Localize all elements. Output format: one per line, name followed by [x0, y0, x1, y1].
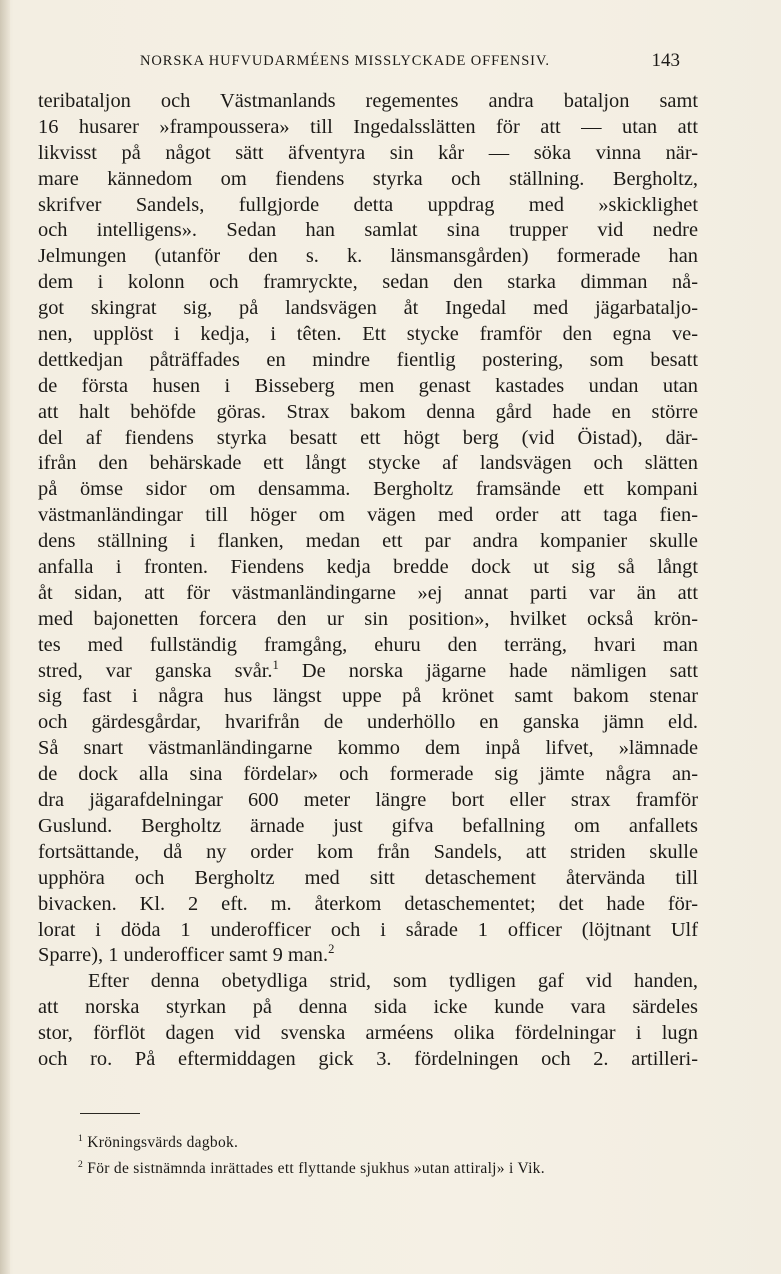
- text-line: fortsättande, då ny order kom från Sandels, att striden skulle: [38, 840, 698, 863]
- text-line: med bajonetten forcera den ur sin position», hvilket också krön-: [38, 607, 698, 630]
- text-line-with-footnote-ref: [38, 659, 698, 685]
- text-line: på ömse sidor om densamma. Bergholtz framsände ett kompani: [38, 478, 698, 501]
- text-line: åt sidan, att för västmanländingarne »ej annat parti var än att: [38, 581, 698, 604]
- text-line: ifrån den behärskade ett långt stycke af landsvägen och slätten: [38, 452, 698, 475]
- running-head: [140, 50, 680, 72]
- body-text: [38, 89, 698, 1073]
- text-line: lorat i döda 1 underofficer och i sårade 1 officer (löjtnant Ulf: [38, 918, 698, 941]
- footnote-2: [78, 1156, 698, 1182]
- text-fragment: Sparre), 1 underofficer samt 9 man.: [38, 944, 329, 967]
- text-line: dettkedjan påträffades en mindre fientlig postering, som besatt: [38, 348, 698, 371]
- text-line: teribataljon och Västmanlands regementes andra bataljon samt: [38, 90, 698, 112]
- footnote-text: För de sistnämnda inrättades ett flyttande sjukhus »utan attiralj» i Vik.: [83, 1160, 545, 1177]
- text-fragment: De norska jägarne hade nämligen satt: [278, 659, 698, 682]
- text-line: dens ställning i flanken, medan ett par andra kompanier skulle: [38, 530, 698, 553]
- text-line: got skingrat sig, på landsvägen åt Ingedal med jägarbataljo-: [38, 297, 698, 320]
- text-fragment: stred, var ganska svår.: [38, 659, 273, 682]
- footnote-1: [78, 1130, 698, 1156]
- footnote-ref-2: 2: [328, 942, 335, 957]
- text-line: Guslund. Bergholtz ärnade just gifva befallning om anfallets: [38, 814, 698, 837]
- text-line: nen, upplöst i kedja, i têten. Ett stycke framför den egna ve-: [38, 323, 698, 346]
- text-line: upphöra och Bergholtz med sitt detaschement återvända till: [38, 866, 698, 889]
- text-line: dra jägarafdelningar 600 meter längre bort eller strax framför: [38, 789, 698, 812]
- text-line: västmanländingar till höger om vägen med order att taga fien-: [38, 504, 698, 527]
- text-line: och ro. På eftermiddagen gick 3. fördelningen och 2. artilleri-: [38, 1047, 698, 1070]
- page-number: 143: [651, 50, 680, 71]
- text-line: skrifver Sandels, fullgjorde detta uppdrag med »skicklighet: [38, 193, 698, 216]
- text-line: Jelmungen (utanför den s. k. länsmansgården) formerade han: [38, 245, 698, 268]
- text-line: 16 husarer »frampoussera» till Ingedalsslätten för att — utan att: [38, 115, 698, 138]
- text-line: de första husen i Bisseberg men genast kastades undan utan: [38, 374, 698, 397]
- text-line: och gärdesgårdar, hvarifrån de underhöllo en ganska jämn eld.: [38, 711, 698, 734]
- text-line: att halt behöfde göras. Strax bakom denna gård hade en större: [38, 400, 698, 423]
- text-line: likvisst på något sätt äfventyra sin kår — söka vinna när-: [38, 141, 698, 164]
- text-line: de dock alla sina fördelar» och formerade sig jämte några an-: [38, 763, 698, 786]
- text-line: tes med fullständig framgång, ehuru den terräng, hvari man: [38, 633, 698, 656]
- footnote-ref-1: 1: [272, 657, 279, 672]
- footnote-divider: [80, 1113, 140, 1114]
- text-line: stor, förflöt dagen vid svenska arméens olika fördelningar i lugn: [38, 1022, 698, 1045]
- footnote-mark: 1: [78, 1132, 84, 1144]
- text-line: dem i kolonn och framryckte, sedan den starka dimman nå-: [38, 271, 698, 294]
- text-line: del af fiendens styrka besatt ett högt berg (vid Öistad), där-: [38, 426, 698, 449]
- paragraph-start-line: Efter denna obetydliga strid, som tydligen gaf vid handen,: [88, 970, 698, 993]
- footnotes: [78, 1130, 698, 1182]
- text-line: Så snart västmanländingarne kommo dem inpå lifvet, »lämnade: [38, 737, 698, 760]
- text-line: och intelligens». Sedan han samlat sina trupper vid nedre: [38, 219, 698, 242]
- running-head-title: NORSKA HUFVUDARMÉENS MISSLYCKADE OFFENSIV.: [140, 53, 550, 69]
- text-line: att norska styrkan på denna sida icke kunde vara särdeles: [38, 996, 698, 1019]
- text-line-with-footnote-ref: [38, 943, 698, 969]
- text-line: mare kännedom om fiendens styrka och ställning. Bergholtz,: [38, 167, 698, 190]
- text-line: sig fast i några hus längst uppe på krönet samt bakom stenar: [38, 685, 698, 708]
- page-binding-edge: [0, 0, 10, 1274]
- text-line: anfalla i fronten. Fiendens kedja bredde dock ut sig så långt: [38, 556, 698, 579]
- footnote-text: Kröningsvärds dagbok.: [83, 1134, 239, 1151]
- footnote-mark: 2: [78, 1158, 84, 1170]
- text-line: bivacken. Kl. 2 eft. m. återkom detaschementet; det hade för-: [38, 892, 698, 915]
